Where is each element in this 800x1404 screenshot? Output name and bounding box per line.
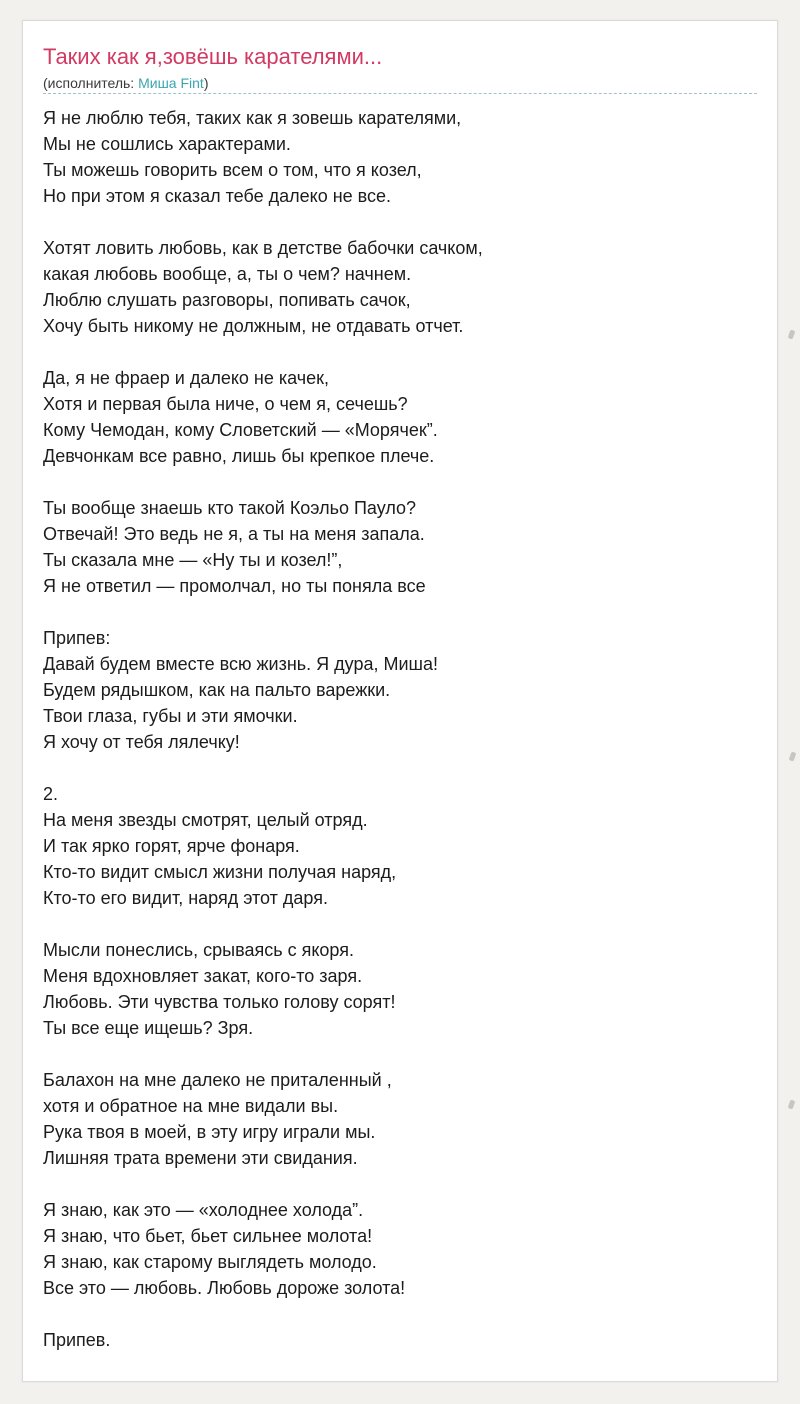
- stanza-gap: [43, 469, 759, 495]
- stanza-gap: [43, 1171, 759, 1197]
- page-edge-mark: [788, 1099, 796, 1109]
- lyric-line: Да, я не фраер и далеко не качек,: [43, 368, 330, 388]
- lyric-line: Я не ответил — промолчал, но ты поняла все: [43, 576, 426, 596]
- lyric-line: Припев.: [43, 1330, 111, 1350]
- artist-suffix: ): [203, 75, 209, 91]
- lyric-line: Рука твоя в моей, в эту игру играли мы.: [43, 1122, 376, 1142]
- lyric-line: Люблю слушать разговоры, попивать сачок,: [43, 290, 411, 310]
- lyric-line: Кто-то видит смысл жизни получая наряд,: [43, 862, 397, 882]
- lyric-line: Мы не сошлись характерами.: [43, 134, 291, 154]
- lyric-line: Я хочу от тебя лялечку!: [43, 732, 240, 752]
- stanza-gap: [43, 1041, 759, 1067]
- lyric-line: Кто-то его видит, наряд этот даря.: [43, 888, 328, 908]
- lyrics-body: [43, 105, 759, 1353]
- lyrics-card: [22, 20, 778, 1382]
- lyric-line: Меня вдохновляет закат, кого-то заря.: [43, 966, 363, 986]
- lyric-line: какая любовь вообще, а, ты о чем? начнем.: [43, 264, 412, 284]
- lyric-line: Хотят ловить любовь, как в детстве бабочки сачком,: [43, 238, 483, 258]
- lyric-line: Ты сказала мне — «Ну ты и козел!”,: [43, 550, 343, 570]
- page-edge-mark: [788, 329, 796, 339]
- lyric-line: Припев:: [43, 628, 111, 648]
- lyric-line: И так ярко горят, ярче фонаря.: [43, 836, 300, 856]
- lyric-line: Балахон на мне далеко не приталенный ,: [43, 1070, 392, 1090]
- lyric-line: Мысли понеслись, срываясь с якоря.: [43, 940, 354, 960]
- artist-line: [43, 74, 209, 92]
- lyric-line: Я не люблю тебя, таких как я зовешь карателями,: [43, 108, 462, 128]
- lyric-line: Любовь. Эти чувства только голову сорят!: [43, 992, 396, 1012]
- lyric-line: 2.: [43, 784, 59, 804]
- stanza-gap: [43, 755, 759, 781]
- artist-link[interactable]: Миша Fint: [138, 75, 204, 91]
- stanza-gap: [43, 1301, 759, 1327]
- lyric-line: Отвечай! Это ведь не я, а ты на меня запала.: [43, 524, 425, 544]
- lyric-line: Ты все еще ищешь? Зря.: [43, 1018, 254, 1038]
- lyric-line: Хочу быть никому не должным, не отдавать отчет.: [43, 316, 464, 336]
- title-divider: [43, 93, 757, 94]
- lyric-line: Хотя и первая была ниче, о чем я, сечешь?: [43, 394, 408, 414]
- stanza-gap: [43, 209, 759, 235]
- lyric-line: Ты можешь говорить всем о том, что я козел,: [43, 160, 422, 180]
- lyric-line: Я знаю, как это — «холоднее холода”.: [43, 1200, 364, 1220]
- lyric-line: Я знаю, как старому выглядеть молодо.: [43, 1252, 377, 1272]
- lyric-line: Давай будем вместе всю жизнь. Я дура, Миша!: [43, 654, 438, 674]
- lyric-line: Все это — любовь. Любовь дороже золота!: [43, 1278, 406, 1298]
- stanza-gap: [43, 339, 759, 365]
- lyric-line: Лишняя трата времени эти свидания.: [43, 1148, 358, 1168]
- lyric-line: Я знаю, что бьет, бьет сильнее молота!: [43, 1226, 373, 1246]
- lyric-line: Кому Чемодан, кому Словетский — «Морячек”.: [43, 420, 438, 440]
- lyric-line: Твои глаза, губы и эти ямочки.: [43, 706, 298, 726]
- page-edge-mark: [789, 751, 797, 761]
- artist-prefix: (исполнитель:: [43, 75, 139, 91]
- lyric-line: Будем рядышком, как на пальто варежки.: [43, 680, 391, 700]
- lyric-line: Девчонкам все равно, лишь бы крепкое плече.: [43, 446, 435, 466]
- song-title: Таких как я,зовёшь карателями...: [43, 44, 383, 69]
- stanza-gap: [43, 911, 759, 937]
- lyric-line: хотя и обратное на мне видали вы.: [43, 1096, 339, 1116]
- lyric-line: Но при этом я сказал тебе далеко не все.: [43, 186, 392, 206]
- stanza-gap: [43, 599, 759, 625]
- lyric-line: На меня звезды смотрят, целый отряд.: [43, 810, 368, 830]
- lyric-line: Ты вообще знаешь кто такой Коэльо Пауло?: [43, 498, 417, 518]
